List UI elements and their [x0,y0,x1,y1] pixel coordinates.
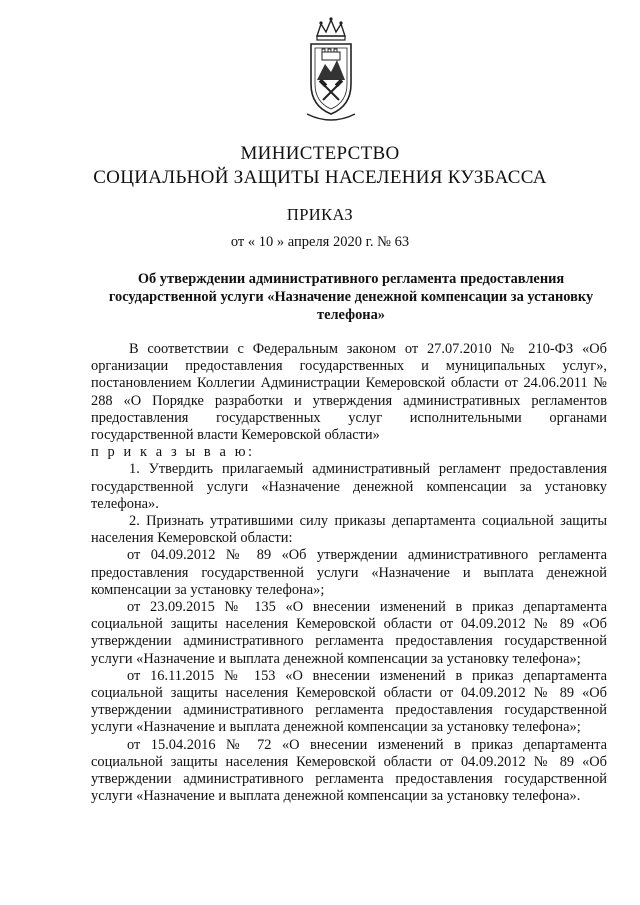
document-type: ПРИКАЗ [286,205,354,224]
repealed-order-1: от 04.09.2012 № 89 «Об утверждении административного регламента предоставления государственной услуги «Назначение и выплата денежной компенсации за установку телефона»; [91,547,607,598]
ministry-name-line-1: МИНИСТЕРСТВО [240,143,400,164]
document-body [91,341,607,805]
document-date-number: от « 10 » апреля 2020 г. № 63 [230,234,410,250]
repealed-order-4: от 15.04.2016 № 72 «О внесении изменений в приказ департамента социальной защиты населения Кемеровской области от 04.09.2012 № 89 «Об утверждении административного регламента предоставления государственной услуги «Назначение и выплата денежной компенсации за установку телефона». [91,736,607,805]
repealed-order-3: от 16.11.2015 № 153 «О внесении изменений в приказ департамента социальной защиты населения Кемеровской области от 04.09.2012 № 89 «Об утверждении административного регламента предоставления государственной услуги «Назначение и выплата денежной компенсации за установку телефона»; [91,667,607,736]
ministry-name-line-2: СОЦИАЛЬНОЙ ЗАЩИТЫ НАСЕЛЕНИЯ КУЗБАССА [93,167,547,188]
repealed-order-2: от 23.09.2015 № 135 «О внесении изменений в приказ департамента социальной защиты населения Кемеровской области от 04.09.2012 № 89 «Об утверждении административного регламента предоставления государственной услуги «Назначение и выплата денежной компенсации за установку телефона»; [91,599,607,667]
document-subject: Об утверждении административного регламента предоставления государственной услуги «Назначение денежной компенсации за установку телефона» [108,271,594,323]
order-item-1: 1. Утвердить прилагаемый административный регламент предоставления государственной услуги «Назначение денежной компенсации за установку телефона». [91,461,607,512]
kuzbass-coat-of-arms-icon [303,14,359,126]
order-word: п р и к а з ы в а ю: [91,444,255,461]
preamble-paragraph: В соответствии с Федеральным законом от 27.07.2010 № 210-ФЗ «Об организации предоставления государственных и муниципальных услуг», постановлением Коллегии Администрации Кемеровской области от 24.06.2011 № 288 «О Порядке разработки и утверждения административных регламентов предоставления государственных услуг исполнительными органами государственной власти Кемеровской области» п р и к а з ы в а ю: [91,341,607,461]
order-item-2: 2. Признать утратившими силу приказы департамента социальной защиты населения Кемеровской области: [91,513,607,547]
